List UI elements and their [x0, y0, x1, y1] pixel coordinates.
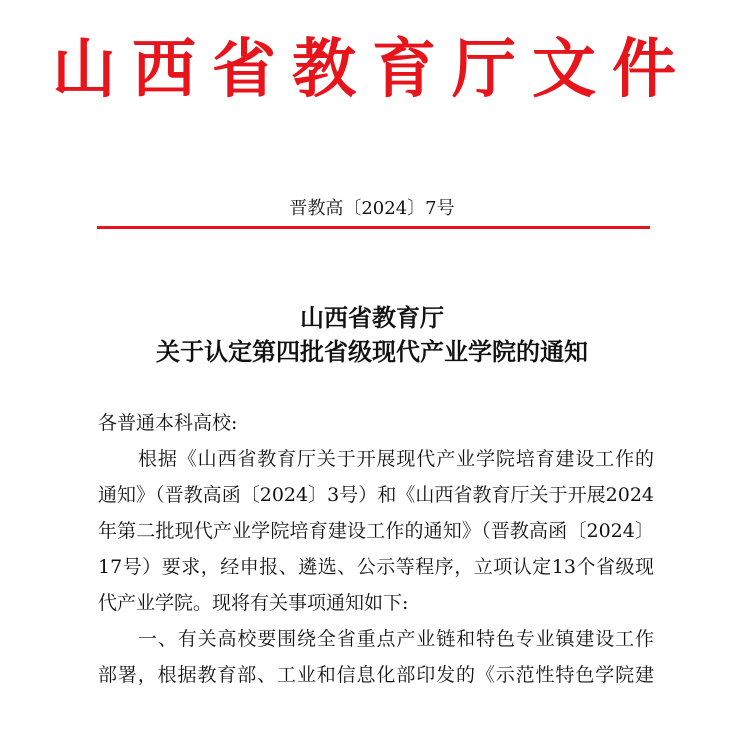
body-line-5: 代产业学院。现将有关事项通知如下:	[98, 592, 409, 614]
body-line-7: 部署，根据教育部、工业和信息化部印发的《示范性特色学院建	[98, 664, 654, 686]
letterhead-title: 山西省教育厅文件	[52, 33, 692, 107]
body-line-6: 一、有关高校要围绕全省重点产业链和特色专业镇建设工作	[138, 628, 654, 650]
notice-title-line-1: 山西省教育厅	[300, 304, 444, 332]
salutation: 各普通本科高校:	[98, 412, 238, 434]
red-divider-line	[97, 226, 650, 229]
body-line-2: 通知》（晋教高函〔2024〕3号）和《山西省教育厅关于开展2024	[98, 484, 654, 506]
notice-title-line-2: 关于认定第四批省级现代产业学院的通知	[156, 338, 588, 366]
body-line-4: 17号）要求，经申报、遴选、公示等程序，立项认定13个省级现	[98, 556, 654, 578]
body-line-1: 根据《山西省教育厅关于开展现代产业学院培育建设工作的	[138, 448, 654, 470]
document-number: 晋教高〔2024〕7号	[289, 198, 455, 219]
body-line-3: 年第二批现代产业学院培育建设工作的通知》（晋教高函〔2024〕	[98, 520, 654, 542]
notice-body	[98, 405, 654, 693]
